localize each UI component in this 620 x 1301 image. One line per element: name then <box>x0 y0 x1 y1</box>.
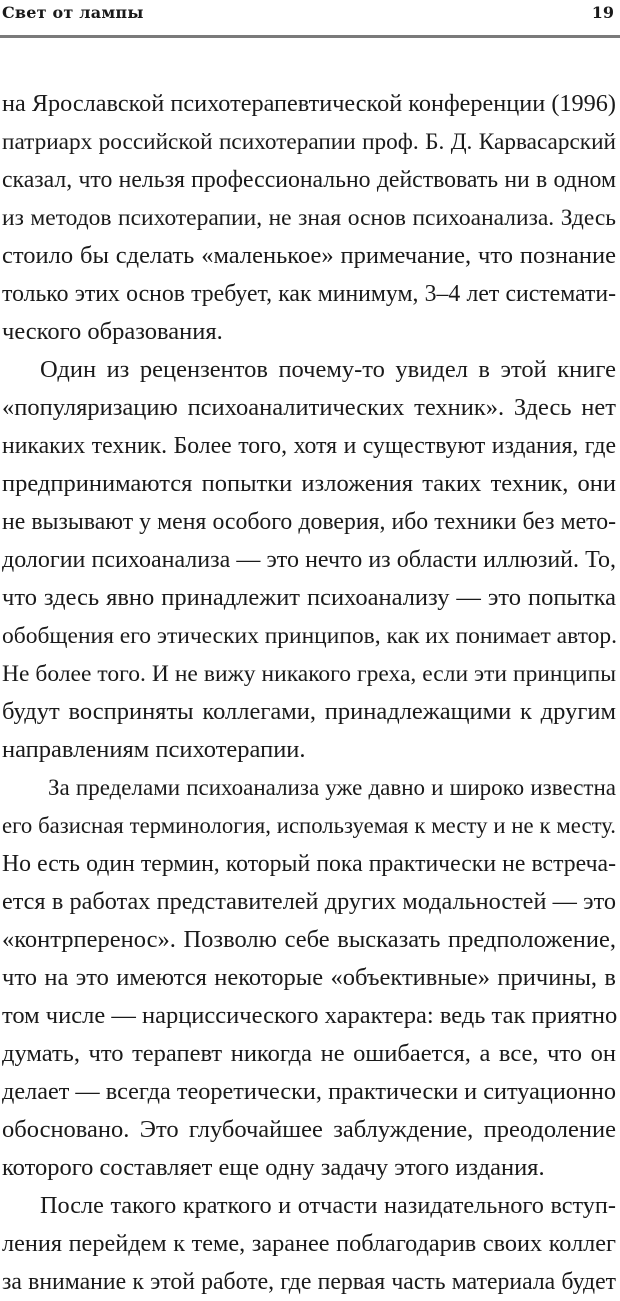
text-line: предпринимаются попытки изложения таких техник, они <box>2 470 616 497</box>
text-line: стоило бы сделать «маленькое» примечание, что познание <box>2 242 616 269</box>
body-text <box>2 85 616 1301</box>
text-line: Но есть один термин, который пока практически не встреча- <box>2 851 616 877</box>
text-line: «контрперенос». Позволю себе высказать предположение, <box>2 926 616 953</box>
text-line: обосновано. Это глубочайшее заблуждение, преодоление <box>2 1116 616 1143</box>
text-line: ется в работах представителей других модальностей — это <box>2 888 616 915</box>
text-line: том числе — нарциссического характера: ведь так приятно <box>2 1002 618 1029</box>
text-line: обобщения его этических принципов, как их понимает автор. <box>2 623 617 649</box>
paragraph-2 <box>2 351 616 769</box>
text-line: патриарх российской психотерапии проф. Б. Д. Карвасарский <box>2 129 616 155</box>
text-line: что здесь явно принадлежит психоанализу — это попытка <box>2 584 616 611</box>
paragraph-3 <box>2 769 616 1187</box>
paragraph-1 <box>2 85 616 351</box>
text-line: «популяризацию психоаналитических техник». Здесь нет <box>2 394 616 421</box>
text-line: никаких техник. Более того, хотя и существуют издания, где <box>2 433 616 459</box>
page-number: 19 <box>591 3 614 22</box>
running-title: Свет от лампы <box>2 3 144 22</box>
text-line: из методов психотерапии, не зная основ психоанализа. Здесь <box>2 205 616 231</box>
text-line: Один из рецензентов почему-то увидел в этой книге <box>40 356 616 383</box>
text-line: ческого образования. <box>2 318 223 345</box>
text-line: дологии психоанализа — это нечто из области иллюзий. То, <box>2 547 616 573</box>
text-line: не вызывают у меня особого доверия, ибо техники без мето- <box>2 509 616 535</box>
running-head <box>0 2 617 26</box>
text-line: за внимание к этой работе, где первая часть материала будет <box>2 1269 616 1295</box>
text-line: делает — всегда теоретически, практически и ситуационно <box>2 1078 616 1105</box>
text-line: За пределами психоанализа уже давно и широко известна <box>48 775 616 800</box>
text-line: После такого краткого и отчасти назидательного вступ- <box>40 1192 616 1219</box>
text-line: будут восприняты коллегами, принадлежащими к другим <box>2 698 616 725</box>
text-line: что на это имеются некоторые «объективные» причины, в <box>2 964 616 991</box>
text-line: ления перейдем к теме, заранее поблагодарив своих коллег <box>2 1230 616 1257</box>
text-line: Не более того. И не вижу никакого греха, если эти принципы <box>2 661 616 687</box>
text-line: думать, что терапевт никогда не ошибается, а все, что он <box>2 1040 616 1067</box>
paragraph-4 <box>2 1187 616 1301</box>
text-line: на Ярославской психотерапевтической конференции (1996) <box>2 90 616 117</box>
text-line: его базисная терминология, используемая к месту и не к месту. <box>2 813 616 838</box>
header-rule <box>0 35 620 38</box>
text-line: которого составляет еще одну задачу этого издания. <box>2 1154 545 1181</box>
text-line: сказал, что нельзя профессионально действовать ни в одном <box>2 167 616 193</box>
text-line: только этих основ требует, как минимум, 3–4 лет системати- <box>2 281 616 307</box>
text-line: направлениям психотерапии. <box>2 736 306 763</box>
